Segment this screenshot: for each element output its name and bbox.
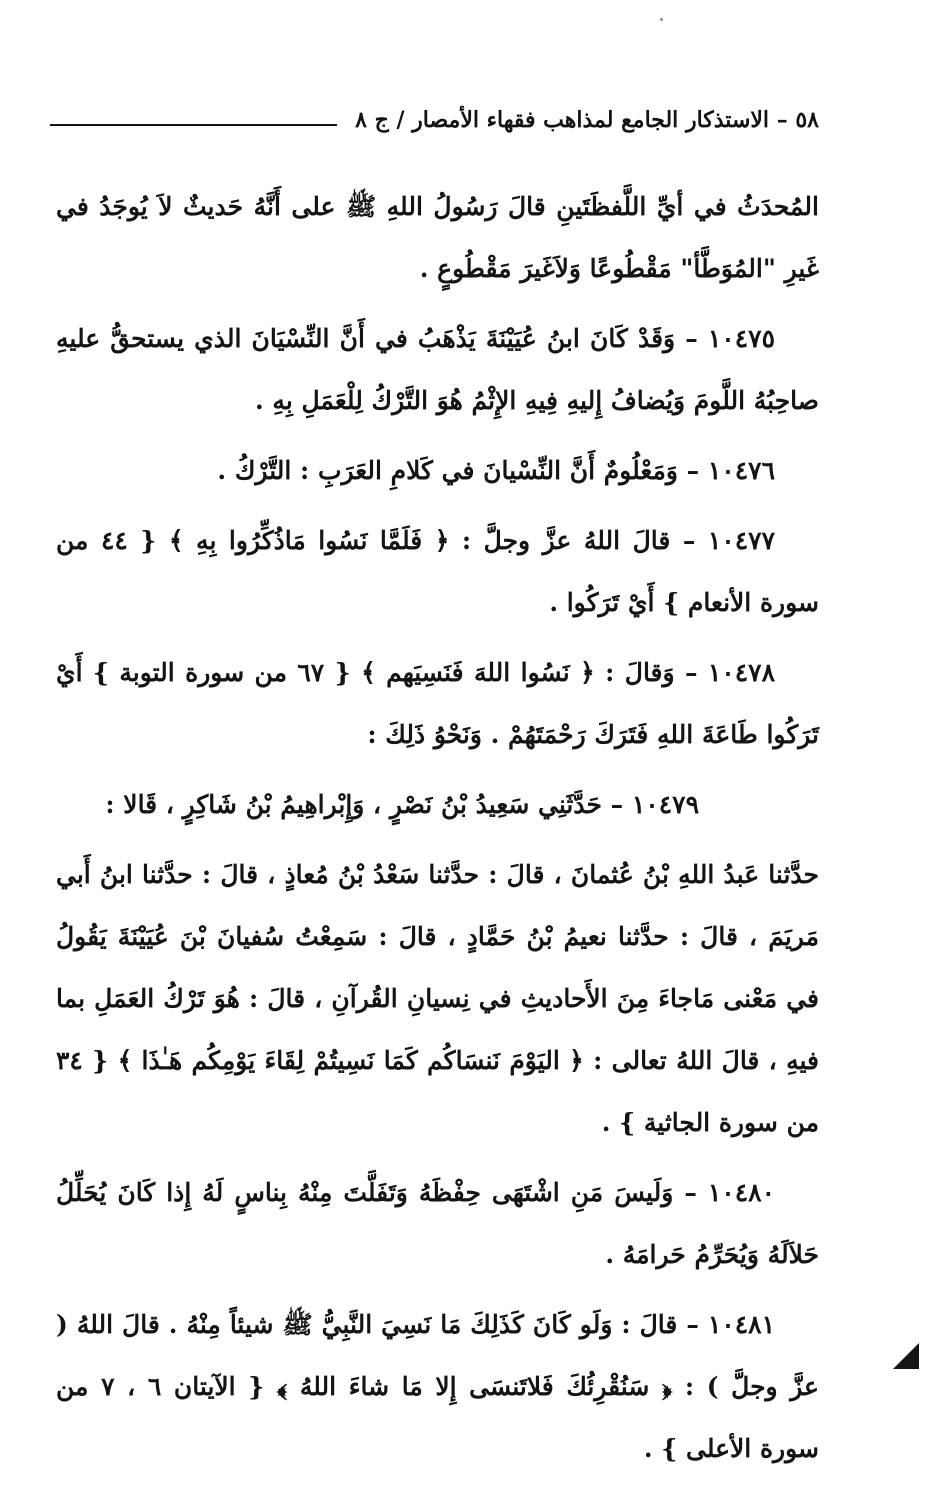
scan-speck: [660, 18, 663, 21]
header-rule: [50, 124, 337, 126]
body-text: [56, 176, 819, 1488]
paragraph-10477: ١٠٤٧٧ – قالَ اللهُ عزَّ وجلَّ : ﴿ فَلَمَّا نَسُوا مَاذُكِّرُوا بِهِ ﴾ { ٤٤ من سورة الأنعام } أَيْ تَرَكُوا .: [56, 526, 819, 617]
paragraph-10479: ١٠٤٧٩ – حَدَّثَنِي سَعِيدُ بْنُ نَصْرٍ ، وَإِبْراهِيمُ بْنُ شَاكِرٍ ، قَالا :: [105, 790, 699, 819]
paragraph-10478: ١٠٤٧٨ – وَقالَ : ﴿ نَسُوا اللهَ فَنَسِيَهم ﴾ { ٦٧ من سورة التوبة } أَيْ تَرَكُوا طَاعَةَ اللهِ فَتَرَكَ رَحْمَتَهُمْ . وَنَحْوُ ذَلِكَ :: [56, 658, 819, 749]
paragraph-isnad: حدَّثنا عَبدُ اللهِ بْنُ عُثمانَ ، قالَ : حدَّثنا سَعْدُ بْنُ مُعاذٍ ، قالَ : حدَّثنا ابنُ أَبي مَريَمَ ، قالَ : حدَّثنا نعيمُ بْنُ حَمَّادٍ ، قالَ : سَمِعْتُ سُفيانَ بْنَ عُيَيْنَةَ يَقُولُ في مَعْنى مَاجاءَ مِنَ الأَحاديثِ في نِسيانِ القُرآنِ ، قالَ : هُوَ تَرْكُ العَمَلِ بما فيهِ ، قالَ اللهُ تعالى : ﴿ اليَوْمَ نَنسَاكُم كَمَا نَسِيتُمْ لِقَاءَ يَوْمِكُم هَـٰذَا ﴾ { ٣٤ من سورة الجاثية } .: [56, 860, 819, 1137]
paragraph-10481: ١٠٤٨١ – قالَ : وَلَو كَانَ كَذَلِكَ مَا نَسِيَ النَّبِيُّ ﷺ شيئاً مِنْهُ . قالَ اللهُ ( عزَّ وجلَّ ) : ﴿ سَنُقْرِئُكَ فَلاتَنسَى إِلا مَا شاءَ اللهُ ﴾ { الآيتان ٦ ، ٧ من سورة الأعلى } .: [56, 1310, 819, 1463]
paragraph-10480: ١٠٤٨٠ – وَلَيسَ مَنِ اشْتَهَى حِفْظَهُ وَتَفَلَّتَ مِنْهُ بِناسٍ لَهُ إِذا كَانَ يُحَلِّلُ حَلاَلَهُ وَيُحَرِّمُ حَرامَهُ .: [56, 1178, 819, 1269]
header-title: ٥٨ – الاستذكار الجامع لمذاهب فقهاء الأمصار / ج ٨: [355, 107, 819, 133]
paragraph-10475: ١٠٤٧٥ – وَقَدْ كَانَ ابنُ عُيَيْنَةَ يَذْهَبُ في أَنَّ النِّسْيَانَ الذي يستحقُّ عليهِ صاحِبُهُ اللَّومَ وَيُضافُ إِليهِ فِيهِ الإِثْمُ هُوَ التَّرْكُ لِلْعَمَلِ بِهِ .: [56, 324, 819, 415]
page-corner-mark: [893, 1343, 919, 1369]
paragraph-10476: ١٠٤٧٦ – وَمَعْلُومٌ أَنَّ النِّسْيانَ في كَلامِ العَرَبِ : التَّرْكُ .: [217, 456, 775, 485]
running-header: [50, 100, 819, 140]
paragraph-continuation: المُحدَثُ في أيِّ اللَّفظَتَينِ قالَ رَسُولُ اللهِ ﷺ على أَنَّهُ حَديثٌ لاَ يُوجَدُ في غَيرِ "المُوَطَّأ" مَقْطُوعًا وَلاَغَيرَ مَقْطُوعٍ .: [56, 192, 819, 283]
